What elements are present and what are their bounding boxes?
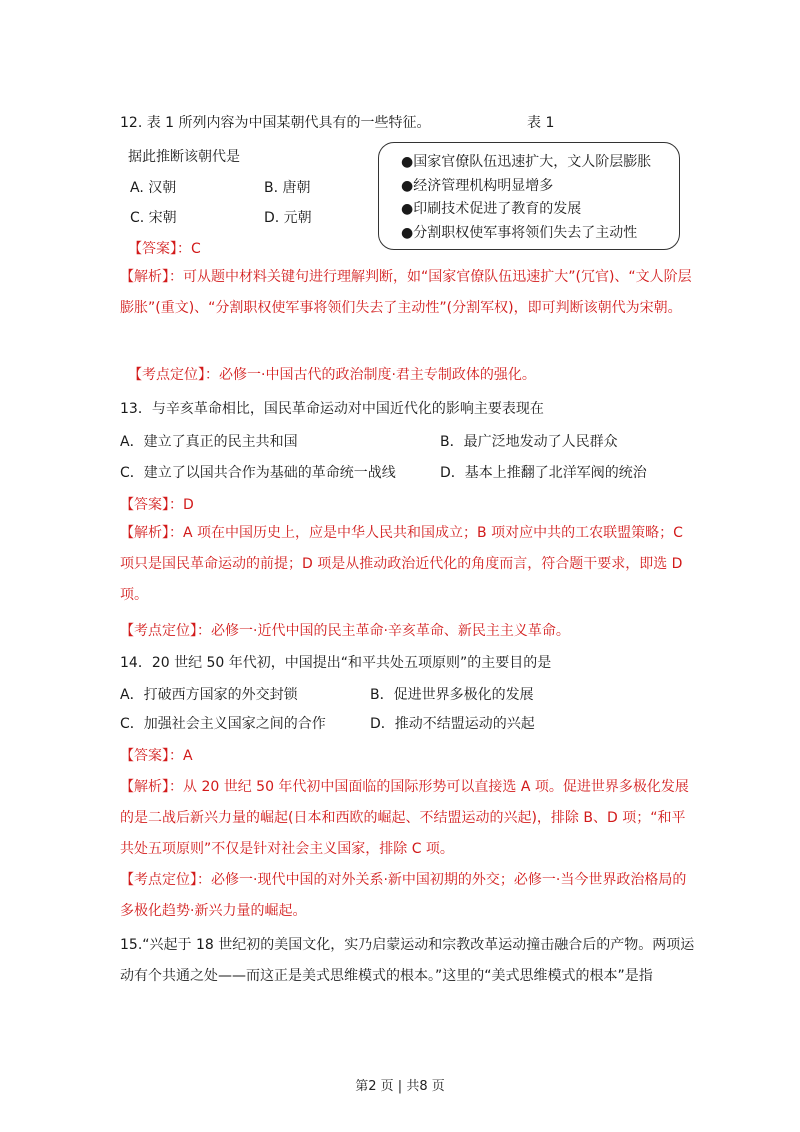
q12-feature-table: [378, 142, 680, 250]
q12-answer: 【答案】：C: [128, 241, 201, 257]
q13-stem: 13．与辛亥革命相比，国民革命运动对中国近代化的影响主要表现在: [120, 401, 544, 417]
q12-option-c: C. 宋朝: [130, 210, 177, 226]
q12-analysis: 【解析】：可从题中材料关键句进行理解判断，如“国家官僚队伍迅速扩大”(冗官)、“文人阶层膨胀”(重文)、“分割职权使军事将领们失去了主动性”(分割军权)，即可判断该朝代为宋朝。: [120, 269, 692, 316]
q15-stem: 15.“兴起于 18 世纪初的美国文化，实乃启蒙运动和宗教改革运动撞击融合后的产物。两项运动有个共通之处——而这正是美式思维模式的根本。”这里的“美式思维模式的根本”是指: [120, 937, 695, 984]
q12-table-item: ●印刷技术促进了教育的发展: [401, 201, 582, 217]
q14-option-a: A．打破西方国家的外交封锁: [120, 687, 298, 703]
q12-point: 【考点定位】：必修一·中国古代的政治制度·君主专制政体的强化。: [128, 367, 536, 383]
q13-analysis: 【解析】：A 项在中国历史上，应是中华人民共和国成立；B 项对应中共的工农联盟策略；C 项只是国民革命运动的前提；D 项是从推动政治近代化的角度而言，符合题干要求，即选 D 项。: [120, 525, 683, 603]
q14-option-c: C．加强社会主义国家之间的合作: [120, 716, 326, 732]
q12-table-item: ●分割职权使军事将领们失去了主动性: [401, 224, 638, 241]
q13-option-b: B．最广泛地发动了人民群众: [440, 434, 618, 450]
q13-option-c: C．建立了以国共合作为基础的革命统一战线: [120, 465, 396, 481]
q12-table-item: ●国家官僚队伍迅速扩大，文人阶层膨胀: [401, 154, 652, 170]
q12-table-item: ●经济管理机构明显增多: [401, 177, 554, 194]
q12-option-d: D. 元朝: [264, 210, 312, 226]
q13-option-d: D．基本上推翻了北洋军阀的统治: [440, 465, 647, 481]
q12-stem: 12. 表 1 所列内容为中国某朝代具有的一些特征。: [120, 115, 431, 131]
q14-stem: 14．20 世纪 50 年代初，中国提出“和平共处五项原则”的主要目的是: [120, 655, 552, 671]
q12-option-b: B. 唐朝: [264, 180, 311, 196]
q14-analysis: 【解析】：从 20 世纪 50 年代初中国面临的国际形势可以直接选 A 项。促进世界多极化发展的是二战后新兴力量的崛起(日本和西欧的崛起、不结盟运动的兴起)，排除 B、D 项；“和平共处五项原则”不仅是针对社会主义国家，排除 C 项。: [120, 779, 689, 857]
q12-table-label: 表 1: [527, 115, 555, 131]
q13-answer: 【答案】：D: [120, 497, 194, 513]
q14-option-b: B．促进世界多极化的发展: [370, 687, 534, 703]
q12-prompt: 据此推断该朝代是: [128, 149, 240, 165]
q14-answer: 【答案】：A: [120, 748, 193, 764]
page-footer: 第2 页 | 共8 页: [355, 1079, 445, 1094]
q14-option-d: D．推动不结盟运动的兴起: [370, 716, 535, 732]
q12-option-a: A. 汉朝: [130, 180, 177, 196]
q13-option-a: A．建立了真正的民主共和国: [120, 434, 298, 450]
q14-point: 【考点定位】：必修一·现代中国的对外关系·新中国初期的外交；必修一·当今世界政治格局的多极化趋势·新兴力量的崛起。: [120, 872, 687, 919]
q13-point: 【考点定位】：必修一·近代中国的民主革命·辛亥革命、新民主主义革命。: [120, 623, 570, 639]
